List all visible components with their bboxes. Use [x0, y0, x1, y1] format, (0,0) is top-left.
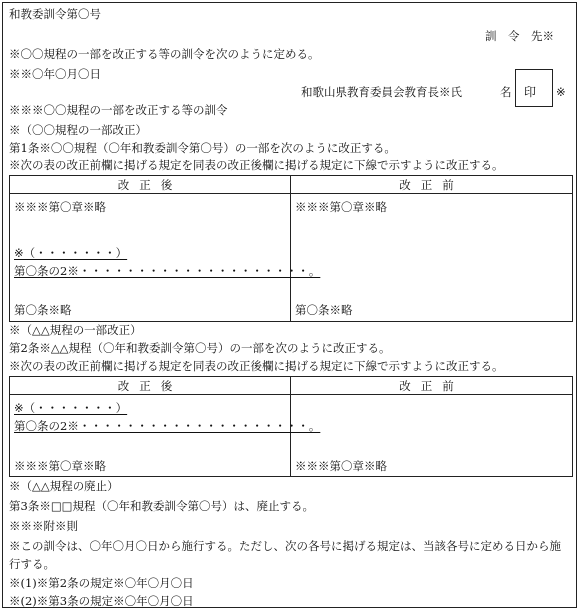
section2-note: ※次の表の改正前欄に掲げる規定を同表の改正後欄に掲げる規定に下線で示すように改正する。 — [9, 359, 504, 373]
supplementary-text-2: 行する。 — [9, 557, 55, 571]
issue-date: ※※〇年〇月〇日 — [9, 67, 101, 81]
issuer-name: 和歌山県教育委員会教育長※氏 — [301, 85, 462, 99]
section2-article: 第2条※△△規程（〇年和教委訓令第〇号）の一部を次のように改正する。 — [9, 341, 391, 355]
supplementary-item-1: ※(1)※第2条の規定※〇年〇月〇日 — [9, 576, 194, 590]
recipient-label: 訓 令 先※ — [485, 29, 554, 43]
supplementary-item-2: ※(2)※第3条の規定※〇年〇月〇日 — [9, 594, 194, 608]
after-line-2: ※（・・・・・・・） — [14, 246, 128, 260]
revision-table-1 — [9, 175, 573, 322]
col-header-after: 改正後 — [10, 176, 291, 194]
col-header-before: 改正前 — [291, 176, 573, 194]
instruction-title: ※※※〇〇規程の一部を改正する等の訓令 — [9, 103, 228, 117]
revision-table-2 — [9, 376, 573, 477]
after-line-3: 第〇条の2※・・・・・・・・・・・・・・・・・・・・。 — [14, 264, 321, 278]
supplementary-text-1: ※この訓令は、〇年〇月〇日から施行する。ただし、次の各号に掲げる規定は、当該各号に定める日から施 — [9, 539, 561, 553]
before-line-1: ※※※第〇章※略 — [295, 200, 387, 214]
section2-heading: ※（△△規程の一部改正） — [9, 323, 142, 337]
name-char: 名 — [500, 85, 512, 99]
before-cell — [291, 194, 573, 322]
document-number: 和教委訓令第〇号 — [9, 7, 101, 21]
seal-mark: ※ — [556, 85, 566, 99]
after2-line-1: ※（・・・・・・・） — [14, 401, 128, 415]
before-line-2: 第〇条※略 — [295, 303, 353, 317]
col-header-before-2: 改正前 — [291, 377, 573, 395]
section1-note: ※次の表の改正前欄に掲げる規定を同表の改正後欄に掲げる規定に下線で示すように改正する。 — [9, 158, 504, 172]
after-line-4: 第〇条※略 — [14, 303, 72, 317]
after-line-1: ※※※第〇章※略 — [14, 200, 106, 214]
after2-line-2: 第〇条の2※・・・・・・・・・・・・・・・・・・・・。 — [14, 419, 321, 433]
section1-heading: ※（〇〇規程の一部改正） — [9, 123, 147, 137]
before-cell-2 — [291, 395, 573, 477]
seal-char: 印 — [524, 85, 537, 99]
section1-article: 第1条※〇〇規程（〇年和教委訓令第〇号）の一部を次のように改正する。 — [9, 141, 396, 155]
col-header-after-2: 改正後 — [10, 377, 291, 395]
after-cell-2 — [10, 395, 321, 477]
after-cell — [10, 194, 321, 322]
section3-heading: ※（△△規程の廃止） — [9, 479, 119, 493]
intro-text: ※〇〇規程の一部を改正する等の訓令を次のように定める。 — [9, 47, 320, 61]
document-page — [2, 2, 577, 608]
supplementary-heading: ※※※附※則 — [9, 519, 78, 533]
after2-line-3: ※※※第〇章※略 — [14, 459, 106, 473]
before2-line-1: ※※※第〇章※略 — [295, 459, 387, 473]
section3-article: 第3条※□□規程（〇年和教委訓令第〇号）は、廃止する。 — [9, 499, 315, 513]
